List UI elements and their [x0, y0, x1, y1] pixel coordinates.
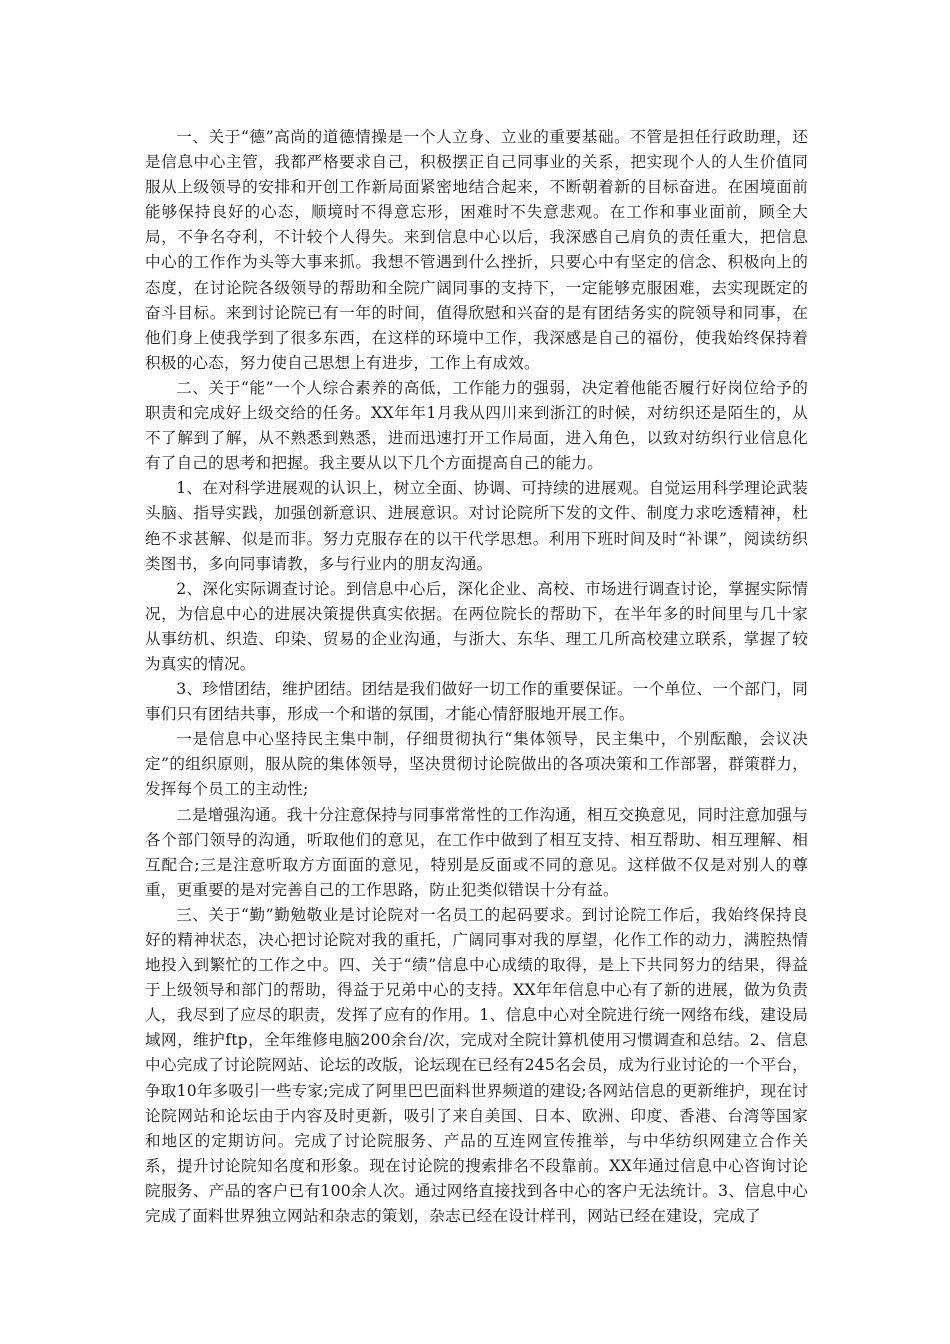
- paragraph-point-2: 二是增强沟通。我十分注意保持与同事常常性的工作沟通，相互交换意见，同时注意加强与各个部门领导的沟通，听取他们的意见，在工作中做到了相互支持、相互帮助、相互理解、相互配合;三是注意听取方方面面的意见，特别是反面或不同的意见。这样做不仅是对别人的尊重，更重要的是对完善自己的工作思路，防止犯类似错误十分有益。: [145, 805, 808, 899]
- paragraph-item-2: 2、深化实际调查讨论。到信息中心后，深化企业、高校、市场进行调查讨论，掌握实际情况，为信息中心的进展决策提供真实依据。在两位院长的帮助下，在半年多的时间里与几十家从事纺机、织造、印染、贸易的企业沟通，与浙大、东华、理工几所高校建立联系，掌握了较为真实的情况。: [145, 579, 808, 673]
- document-page: [145, 125, 808, 1229]
- paragraph-neng: 二、关于“能”一个人综合素养的高低，工作能力的强弱，决定着他能否履行好岗位给予的职责和完成好上级交给的任务。XX年年1月我从四川来到浙江的时候，对纺织还是陌生的，从不了解到了解，从不熟悉到熟悉，进而迅速打开工作局面，进入角色，以致对纺织行业信息化有了自己的思考和把握。我主要从以下几个方面提高自己的能力。: [145, 378, 808, 473]
- paragraph-qin-ji: 三、关于“勤”勤勉敬业是讨论院对一名员工的起码要求。到讨论院工作后，我始终保持良好的精神状态，决心把讨论院对我的重托，广阔同事对我的厚望，化作工作的动力，满腔热情地投入到繁忙的工作之中。四、关于“绩”信息中心成绩的取得，是上下共同努力的结果，得益于上级领导和部门的帮助，得益于兄弟中心的支持。XX年年信息中心有了新的进展，做为负责人，我尽到了应尽的职责，发挥了应有的作用。1、信息中心对全院进行统一网络布线，建设局域网，维护ftp，全年维修电脑200余台/次，完成对全院计算机使用习惯调查和总结。2、信息中心完成了讨论院网站、论坛的改版，论坛现在已经有245名会员，成为行业讨论的一个平台，争取10年多吸引一些专家;完成了阿里巴巴面料世界频道的建设;各网站信息的更新维护，现在讨论院网站和论坛由于内容及时更新，吸引了来自美国、日本、欧洲、印度、香港、台湾等国家和地区的定期访问。完成了讨论院服务、产品的互连网宣传推举，与中华纺织网建立合作关系，提升讨论院知名度和形象。现在讨论院的搜索排名不段靠前。XX年通过信息中心咨询讨论院服务、产品的客户已有100余人次。通过网络直接找到各中心的客户无法统计。3、信息中心完成了面料世界独立网站和杂志的策划，杂志已经在设计样刊，网站已经在建设，完成了: [145, 905, 808, 1226]
- paragraph-de: 一、关于“德”高尚的道德情操是一个人立身、立业的重要基础。不管是担任行政助理，还是信息中心主管，我都严格要求自己，积极摆正自己同事业的关系，把实现个人的人生价值同服从上级领导的安排和开创工作新局面紧密地结合起来，不断朝着新的目标奋进。在困境面前能够保持良好的心态，顺境时不得意忘形，困难时不失意悲观。在工作和事业面前，顾全大局，不争名夺利，不计较个人得失。来到信息中心以后，我深感自己肩负的责任重大，把信息中心的工作作为头等大事来抓。我想不管遇到什么挫折，只要心中有坚定的信念、积极向上的态度，在讨论院各级领导的帮助和全院广阔同事的支持下，一定能够克服困难，去实现既定的奋斗目标。来到讨论院已有一年的时间，值得欣慰和兴奋的是有团结务实的院领导和同事，在他们身上使我学到了很多东西，在这样的环境中工作，我深感是自己的福份，使我始终保持着积极的心态，努力使自己思想上有进步，工作上有成效。: [145, 128, 808, 372]
- paragraph-item-1: 1、在对科学进展观的认识上，树立全面、协调、可持续的进展观。自觉运用科学理论武装头脑、指导实践，加强创新意识、进展意识。对讨论院所下发的文件、制度力求吃透精神，杜绝不求甚解、似是而非。努力克服存在的以干代学思想。利用下班时间及时“补课”，阅读纺织类图书，多向同事请教，多与行业内的朋友沟通。: [145, 479, 808, 573]
- paragraph-point-1: 一是信息中心坚持民主集中制，仔细贯彻执行“集体领导，民主集中，个别酝酿，会议决定”的组织原则，服从院的集体领导，坚决贯彻讨论院做出的各项决策和工作部署，群策群力，发挥每个员工的主动性;: [145, 730, 808, 799]
- paragraph-item-3: 3、珍惜团结，维护团结。团结是我们做好一切工作的重要保证。一个单位、一个部门，同事们只有团结共事，形成一个和谐的氛围，才能心情舒服地开展工作。: [145, 680, 808, 724]
